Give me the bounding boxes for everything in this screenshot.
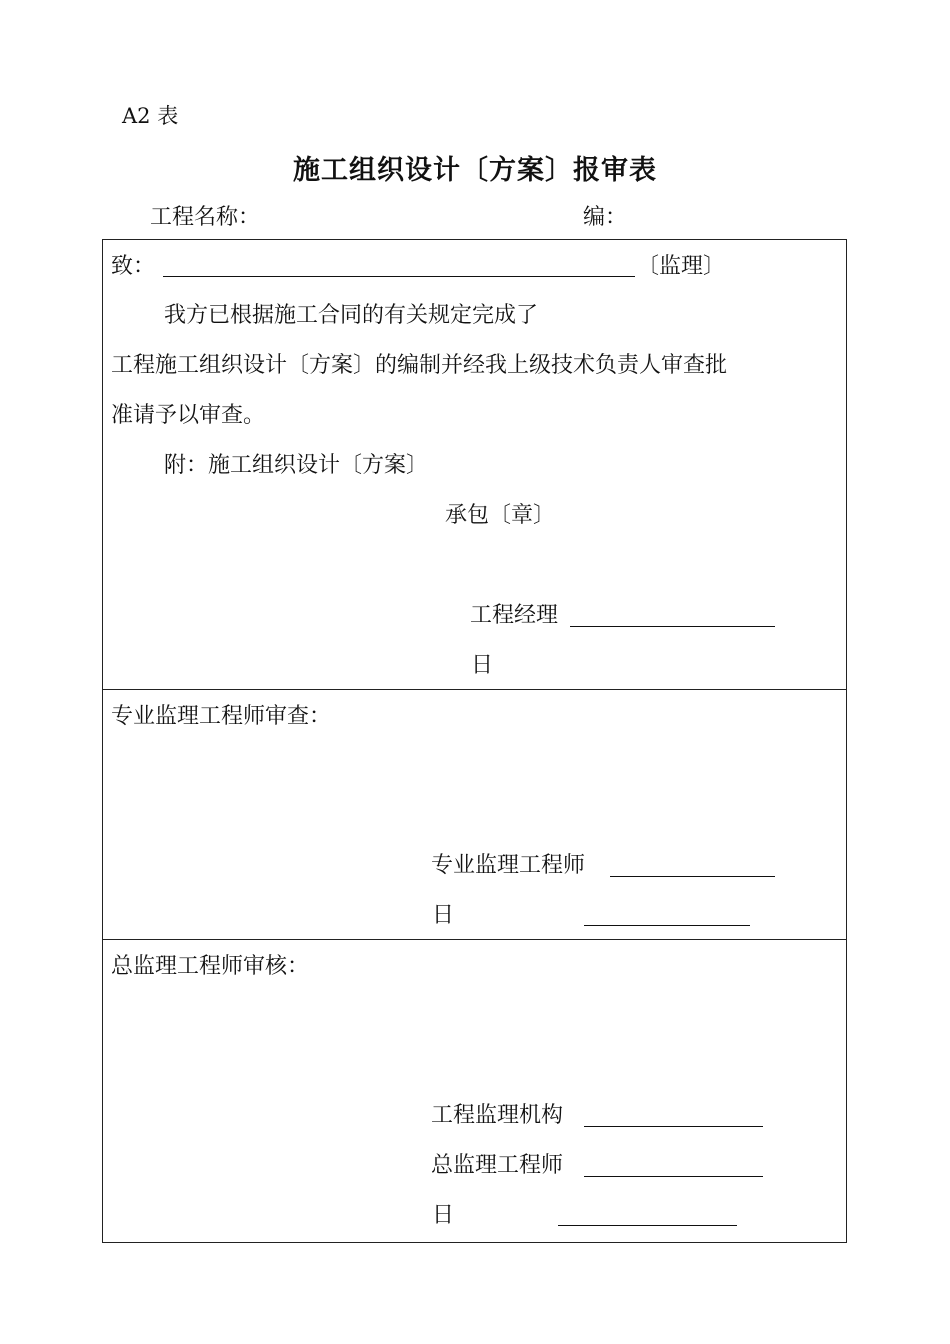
supervisor-suffix: 〔监理〕 (637, 254, 726, 279)
chief-engineer-label: 总监理工程师 (431, 1153, 564, 1178)
recipient-blank[interactable] (163, 276, 635, 277)
submission-date-label: 日 (471, 653, 494, 678)
specialist-engineer-signature-blank[interactable] (610, 876, 775, 877)
supervision-org-blank[interactable] (584, 1126, 763, 1127)
project-manager-label: 工程经理 (470, 603, 559, 628)
project-manager-signature-blank[interactable] (570, 626, 775, 627)
review-date-label: 日 (432, 903, 455, 928)
statement-line-3: 准请予以审查。 (111, 403, 266, 428)
specialist-review-section (103, 690, 846, 940)
attachment-note: 附：施工组织设计〔方案〕 (164, 453, 429, 478)
specialist-review-heading: 专业监理工程师审查： (111, 704, 332, 729)
specialist-engineer-label: 专业监理工程师 (431, 853, 586, 878)
form-number-label: 编： (583, 205, 628, 230)
chief-approval-heading: 总监理工程师审核： (111, 954, 310, 979)
to-label: 致： (111, 254, 156, 279)
chief-engineer-signature-blank[interactable] (584, 1176, 763, 1177)
chief-approval-section (103, 940, 846, 1242)
project-name-label: 工程名称： (150, 205, 261, 230)
approval-form-table (102, 239, 847, 1243)
approval-date-label: 日 (432, 1203, 455, 1228)
approval-date-blank[interactable] (558, 1225, 737, 1226)
submission-section (103, 240, 846, 690)
review-date-blank[interactable] (584, 925, 750, 926)
statement-line-1: 我方已根据施工合同的有关规定完成了 (164, 303, 539, 328)
form-title: 施工组织设计〔方案〕报审表 (293, 155, 657, 186)
form-code: A2 表 (122, 104, 179, 128)
statement-line-2: 工程施工组织设计〔方案〕的编制并经我上级技术负责人审查批 (111, 353, 728, 378)
contractor-seal-label: 承包〔章〕 (445, 503, 556, 528)
supervision-org-label: 工程监理机构 (431, 1103, 564, 1128)
